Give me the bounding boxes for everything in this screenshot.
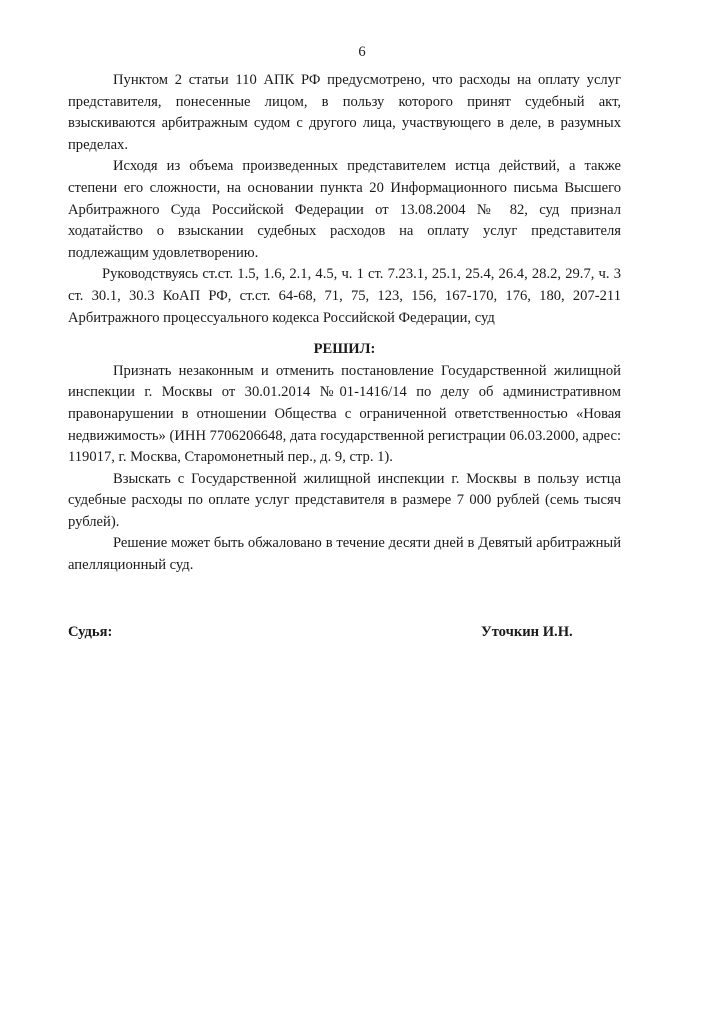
decision-heading: РЕШИЛ: xyxy=(313,341,376,358)
paragraph-representative-costs: Пунктом 2 статьи 110 АПК РФ предусмотрено, что расходы на оплату услуг представителя, понесенные лицом, в пользу которого принят судебный акт, взыскиваются арбитражным судом с другого лица, участвующего в деле, в разумных пределах. xyxy=(68,72,621,153)
decision-paragraph-annul: Признать незаконным и отменить постановление Государственной жилищной инспекции г. Москвы от 30.01.2014 №01-1416/14 по делу об административном правонарушении в отношении Общества с ограниченной ответственностью «Новая недвижимость» (ИНН 7706206648, дата государственной регистрации 06.03.2000, адрес: 119017, г. Москва, Старомонетный пер., д. 9, стр. 1). xyxy=(68,362,621,466)
paragraph-legal-basis: Руководствуясь ст.ст. 1.5, 1.6, 2.1, 4.5, ч. 1 ст. 7.23.1, 25.1, 25.4, 26.4, 28.2, 29.7, ч. 3 ст. 30.1, 30.3 КоАП РФ, ст.ст. 64-68, 71, 75, 123, 156, 167-170, 176, 180, 207-211 Арбитражного процессуального кодекса Российской Федерации, суд xyxy=(68,266,621,326)
signature-block xyxy=(68,622,621,644)
decision-paragraph-recover-costs: Взыскать с Государственной жилищной инспекции г. Москвы в пользу истца судебные расходы по оплате услуг представителя в размере 7 000 рублей (семь тысяч рублей). xyxy=(68,470,621,530)
document-body xyxy=(68,70,621,577)
signature-label: Судья: xyxy=(68,624,113,640)
paragraph-motion-granted: Исходя из объема произведенных представителем истца действий, а также степени его сложности, на основании пункта 20 Информационного письма Высшего Арбитражного Суда Российской Федерации от 13.08.2004 № 82, суд признал ходатайство о взыскании судебных расходов на оплату услуг представителя подлежащим удовлетворению. xyxy=(68,158,621,261)
decision-paragraph-appeal: Решение может быть обжаловано в течение десяти дней в Девятый арбитражный апелляционный суд. xyxy=(68,535,621,574)
page-number: 6 xyxy=(358,44,366,60)
signature-name: Уточкин И.Н. xyxy=(481,624,573,640)
